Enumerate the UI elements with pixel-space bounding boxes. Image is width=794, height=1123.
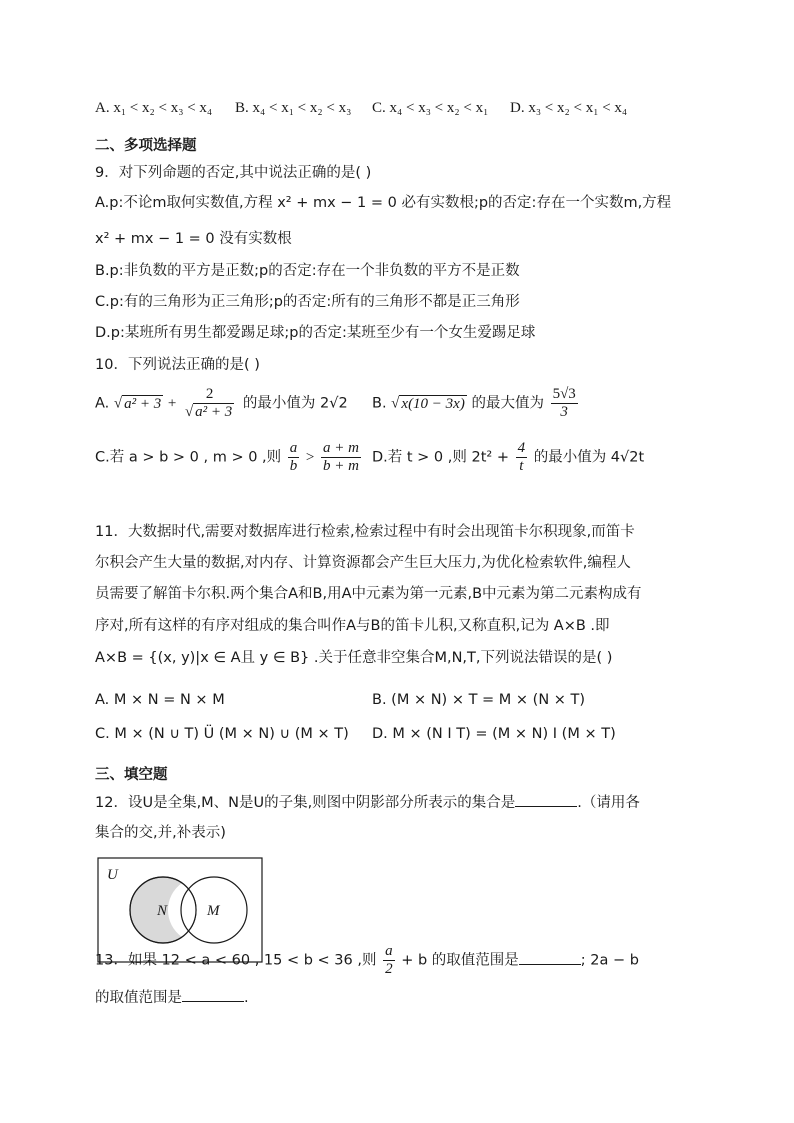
q10-option-a: A. √ a² + 3 + $\frac{2}{\text{√ a² + 3}}$ 的最小值为 2√2	[95, 386, 348, 420]
q9-option-a-line1: A.p:不论m取何实数值,方程 x² + mx − 1 = 0 必有实数根;p的否定:存在一个实数m,方程	[95, 195, 672, 211]
q13-line2-tail: .	[244, 990, 249, 1006]
q13-line1	[95, 943, 639, 978]
q10-a-denominator: a² + 3	[195, 404, 233, 420]
q9-option-a-line2: x² + mx − 1 = 0 没有实数根	[95, 231, 292, 247]
q10-c-gt: >	[305, 449, 315, 466]
q13-answer-blank-1[interactable]	[519, 964, 581, 965]
q10-d-suffix: 的最小值为 4√2t	[533, 449, 645, 466]
q10-option-b: B. √ x(10 − 3x) 的最大值为 $\frac{5√3}{3}$	[372, 386, 576, 420]
q10-c-prefix: C.若 a > b > 0 , m > 0 ,则	[95, 449, 282, 466]
q10-b-suffix: 的最大值为	[471, 395, 544, 412]
q11-line1: 11．大数据时代,需要对数据库进行检索,检索过程中有时会出现笛卡尔积现象,而笛卡	[95, 524, 635, 540]
q11-option-d: D. M × (N I T) = (M × N) I (M × T)	[372, 726, 616, 742]
q11-option-c: C. M × (N ∪ T) Ü (M × N) ∪ (M × T)	[95, 726, 349, 742]
section-title-multiple-choice: 二、多项选择题	[95, 138, 197, 154]
q10-option-d	[372, 440, 644, 475]
q11-line3: 员需要了解笛卡尔积.两个集合A和B,用A中元素为第一元素,B中元素为第二元素构成有	[95, 586, 642, 602]
q10-c-denominator2: b + m	[322, 458, 359, 474]
venn-label-u: U	[107, 867, 118, 883]
q8-option-a: A. x₁ < x₂ < x₃ < x₄	[95, 100, 213, 116]
q10-a-sqrt: a² + 3	[124, 395, 162, 412]
q13-mid2: ; 2a − b	[580, 952, 639, 969]
q11-line4: 序对,所有这样的有序对组成的集合叫作A与B的笛卡儿积,又称直积,记为 A×B .即	[95, 618, 610, 634]
q10-d-denominator: t	[519, 458, 524, 474]
q10-d-prefix: D.若 t > 0 ,则 2t² +	[372, 449, 509, 466]
q8-option-c: C. x₄ < x₃ < x₂ < x₁	[372, 100, 489, 116]
q10-option-c	[95, 440, 363, 475]
q11-option-b: B. (M × N) × T = M × (N × T)	[372, 692, 586, 708]
q13-denominator: 2	[385, 961, 393, 977]
venn-label-n: N	[157, 903, 168, 919]
q11-line5: A×B = {(x, y)|x ∈ A且 y ∈ B} .关于任意非空集合M,N,T,下列说法错误的是( )	[95, 650, 613, 666]
q13-prefix: 13．如果 12 < a < 60 , 15 < b < 36 ,则	[95, 952, 377, 969]
q10-b-denominator: 3	[560, 404, 568, 420]
venn-label-m: M	[207, 903, 220, 919]
q10-a-numerator: 2	[205, 386, 214, 402]
q9-stem: 9．对下列命题的否定,其中说法正确的是( )	[95, 165, 372, 181]
q9-option-b: B.p:非负数的平方是正数;p的否定:存在一个非负数的平方不是正数	[95, 263, 520, 279]
q10-c-denominator1: b	[289, 458, 298, 474]
q9-option-c: C.p:有的三角形为正三角形;p的否定:所有的三角形不都是正三角形	[95, 294, 520, 310]
q10-b-sqrt: x(10 − 3x)	[401, 395, 465, 412]
q10-stem: 10．下列说法正确的是( )	[95, 357, 260, 373]
q12-line1-text: 12．设U是全集,M、N是U的子集,则图中阴影部分所表示的集合是	[95, 795, 516, 811]
q12-line1-tail: .（请用各	[577, 795, 640, 811]
section-title-fill-in: 三、填空题	[95, 767, 168, 783]
q13-line2	[95, 988, 249, 1008]
q11-option-a: A. M × N = N × M	[95, 692, 225, 708]
q11-line2: 尔积会产生大量的数据,对内存、计算资源都会产生巨大压力,为优化检索软件,编程人	[95, 555, 631, 571]
q10-c-numerator2: a + m	[322, 440, 359, 456]
q10-option-b-label: B.	[372, 395, 387, 412]
q9-option-d: D.p:某班所有男生都爱踢足球;p的否定:某班至少有一个女生爱踢足球	[95, 325, 536, 341]
q12-line2: 集合的交,并,补表示)	[95, 825, 226, 841]
q10-b-numerator: 5√3	[552, 386, 576, 402]
q10-a-suffix: 的最小值为 2√2	[242, 395, 348, 412]
q8-option-b: B. x₄ < x₁ < x₂ < x₃	[235, 100, 352, 116]
q13-mid: + b 的取值范围是	[401, 952, 519, 969]
q13-answer-blank-2[interactable]	[182, 1001, 244, 1002]
q8-option-d: D. x₃ < x₂ < x₁ < x₄	[510, 100, 628, 116]
q13-numerator: a	[385, 943, 393, 959]
q10-option-a-label: A.	[95, 395, 110, 412]
q13-line2-text: 的取值范围是	[95, 990, 182, 1006]
q10-d-numerator: 4	[517, 440, 526, 456]
q12-line1	[95, 793, 640, 813]
q10-c-numerator1: a	[289, 440, 298, 456]
q12-answer-blank[interactable]	[515, 806, 577, 807]
